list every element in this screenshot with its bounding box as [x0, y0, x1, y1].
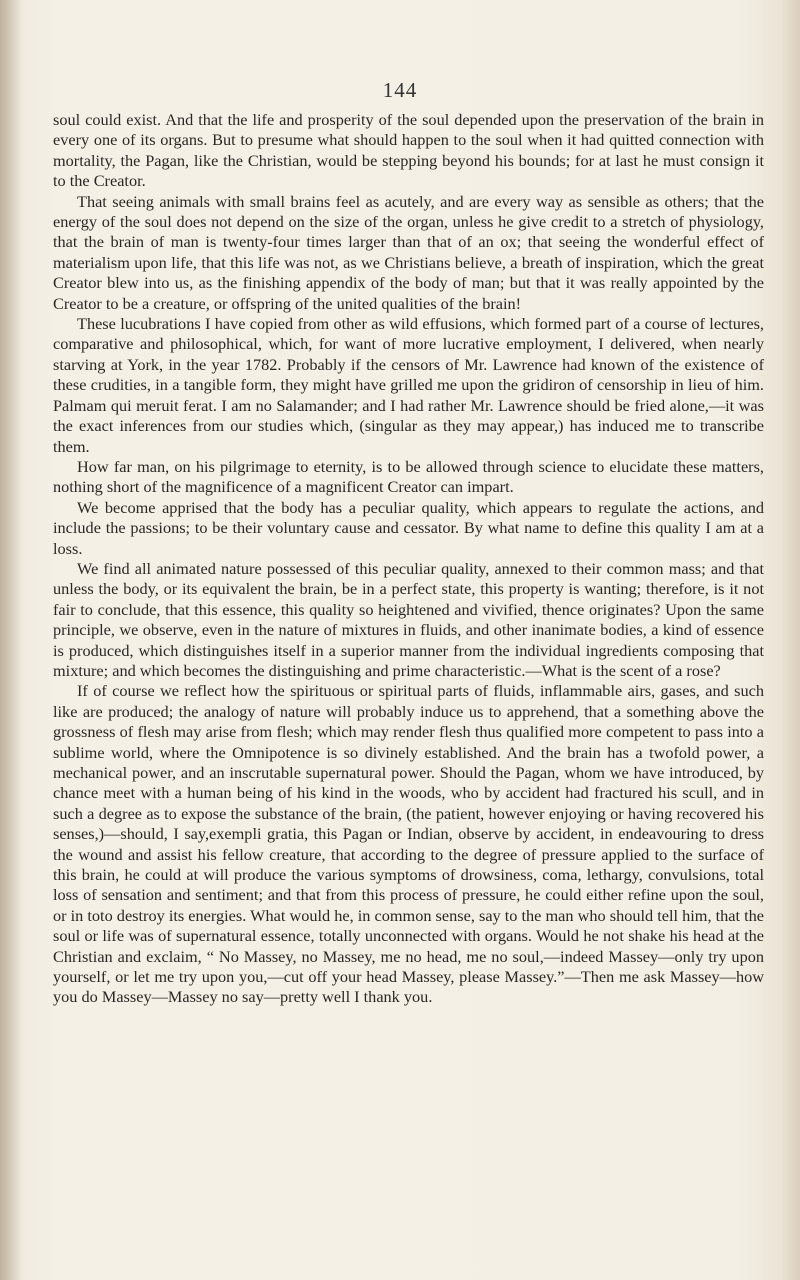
paragraph: How far man, on his pilgrimage to eternity, is to be allowed through science to elucidate these matters, nothing short of the magnificence of a magnificent Creator can impart.: [53, 456, 764, 497]
paragraph: We find all animated nature possessed of this peculiar quality, annexed to their common mass; and that unless the body, or its equivalent the brain, be in a perfect state, this property is wanting; therefore, is it not fair to conclude, that this essence, this quality so heightened and vivified, thence originates? Upon the same principle, we observe, even in the nature of mixtures in fluids, and other inanimate bodies, a kind of essence is produced, which distinguishes itself in a superior manner from the individual ingredients composing that mixture; and which becomes the distinguishing and prime characteristic.—What is the scent of a rose?: [53, 558, 764, 680]
spine-shadow: [0, 0, 22, 1280]
paragraph: These lucubrations I have copied from other as wild effusions, which formed part of a course of lectures, comparative and philosophical, which, for want of more lucrative employment, I delivered, when nearly starving at York, in the year 1782. Probably if the censors of Mr. Lawrence had known of the existence of these crudities, in a tangible form, they might have grilled me upon the gridiron of censorship in lieu of him. Palmam qui meruit ferat. I am no Salamander; and I had rather Mr. Lawrence should be fried alone,—it was the exact inferences from our studies which, (singular as they may appear,) has induced me to transcribe them.: [53, 314, 764, 456]
paragraph: soul could exist. And that the life and prosperity of the soul depended upon the preservation of the brain in every one of its organs. But to presume what should happen to the soul when it had quitted connection with mortality, the Pagan, like the Christian, would be stepping beyond his bounds; for at last he must consign it to the Creator.: [53, 110, 764, 191]
page-number: 144: [382, 78, 418, 102]
body-text: [53, 110, 764, 1008]
paragraph: If of course we reflect how the spirituous or spiritual parts of fluids, inflammable airs, gases, and such like are produced; the analogy of nature will probably induce us to apprehend, that a something above the grossness of flesh may arise from flesh; which may render flesh thus qualified more competent to pass into a sublime world, where the Omnipotence is so divinely established. And the brain has a twofold power, a mechanical power, and an inscrutable supernatural power. Should the Pagan, whom we have introduced, by chance meet with a human being of his kind in the woods, who by accident had fractured his scull, and in such a degree as to expose the substance of the brain, (the patient, however enjoying or having recovered his senses,)—should, I say,exempli gratia, this Pagan or Indian, observe by accident, in endeavouring to dress the wound and assist his fellow creature, that according to the degree of pressure applied to the surface of this brain, he could at will produce the various symptoms of drowsiness, coma, lethargy, convulsions, total loss of sensation and sentiment; and that from this process of pressure, he could either refine upon the soul, or in toto destroy its energies. What would he, in common sense, say to the man who should tell him, that the soul or life was of supernatural essence, totally unconnected with organs. Would he not shake his head at the Christian and exclaim, “ No Massey, no Massey, me no head, me no soul,—indeed Massey—only try upon yourself, or let me try upon you,—cut off your head Massey, please Massey.”—Then me ask Massey—how you do Massey—Massey no say—pretty well I thank you.: [53, 681, 764, 1007]
paragraph: That seeing animals with small brains feel as acutely, and are every way as sensible as others; that the energy of the soul does not depend on the size of the organ, unless he give credit to a stretch of physiology, that the brain of man is twenty-four times larger than that of an ox; that seeing the wonderful effect of materialism upon life, that this life was not, as we Christians believe, a breath of inspiration, which the great Creator blew into us, as the finishing appendix of the body of man; but that it was really appointed by the Creator to be a creature, or offspring of the united qualities of the brain!: [53, 191, 764, 313]
paragraph: We become apprised that the body has a peculiar quality, which appears to regulate the actions, and include the passions; to be their voluntary cause and cessator. By what name to define this quality I am at a loss.: [53, 497, 764, 558]
